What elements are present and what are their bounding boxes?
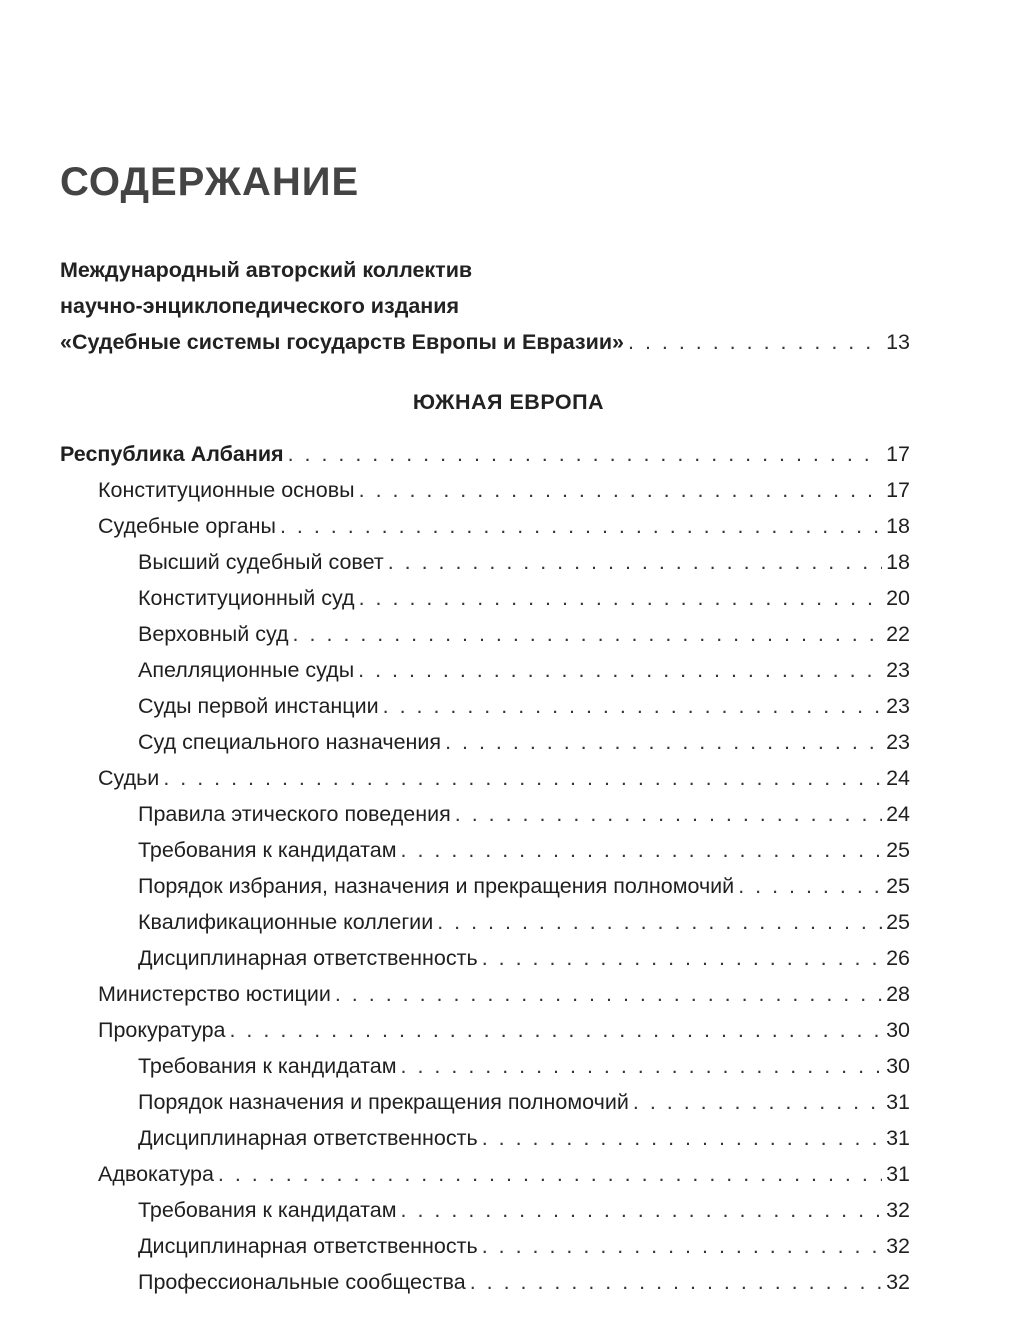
toc-entry-label: Порядок избрания, назначения и прекращения полномочий: [138, 874, 735, 898]
dot-leader: [401, 1048, 883, 1084]
toc-entry-label: Дисциплинарная ответственность: [138, 1234, 478, 1258]
toc-entry[interactable]: [60, 580, 910, 616]
toc-page-number: 23: [886, 694, 910, 718]
toc-entry-label: Судьи: [98, 766, 160, 790]
toc-page-number: 13: [886, 330, 910, 354]
dot-leader: [163, 760, 882, 796]
toc-entry-label: Конституционный суд: [138, 586, 355, 610]
toc-entry[interactable]: [60, 976, 910, 1012]
toc-entry-label: Дисциплинарная ответственность: [138, 1126, 478, 1150]
dot-leader: [455, 796, 882, 832]
toc-page-number: 32: [886, 1198, 910, 1222]
dot-leader: [359, 580, 882, 616]
toc-entry[interactable]: [60, 436, 910, 472]
toc-entry-label: Суды первой инстанции: [138, 694, 379, 718]
dot-leader: [437, 904, 882, 940]
toc-entry[interactable]: [60, 1084, 910, 1120]
toc-page-number: 23: [886, 730, 910, 754]
toc-entry-label: Правила этического поведения: [138, 802, 451, 826]
toc-entry[interactable]: [60, 508, 910, 544]
toc-entry-label: Профессиональные сообщества: [138, 1270, 466, 1294]
toc-page-number: 17: [886, 478, 910, 502]
authors-line: научно-энциклопедического издания: [60, 294, 460, 318]
dot-leader: [482, 1228, 882, 1264]
dot-leader: [388, 544, 882, 580]
authors-line: Международный авторский коллектив: [60, 258, 473, 282]
dot-leader: [288, 436, 883, 472]
toc-page-number: 24: [886, 802, 910, 826]
authors-block: [60, 252, 910, 360]
toc-entry-label: Конституционные основы: [98, 478, 355, 502]
toc-page-number: 17: [886, 442, 910, 466]
toc-page-number: 24: [886, 766, 910, 790]
toc-entry[interactable]: [60, 1156, 910, 1192]
toc-list: [60, 436, 910, 1300]
toc-entry-label: Суд специального назначения: [138, 730, 442, 754]
toc-page-number: 18: [886, 550, 910, 574]
toc-entry-label: Министерство юстиции: [98, 982, 331, 1006]
dot-leader: [383, 688, 882, 724]
toc-entry[interactable]: [60, 940, 910, 976]
toc-entry[interactable]: [60, 652, 910, 688]
toc-page-number: 30: [886, 1018, 910, 1042]
toc-entry[interactable]: [60, 1048, 910, 1084]
toc-page-number: 23: [886, 658, 910, 682]
toc-entry[interactable]: [60, 1120, 910, 1156]
toc-page-number: 25: [886, 838, 910, 862]
dot-leader: [401, 1192, 883, 1228]
dot-leader: [482, 940, 882, 976]
toc-entry-label: Судебные органы: [98, 514, 276, 538]
toc-page-number: 30: [886, 1054, 910, 1078]
toc-entry[interactable]: [60, 1192, 910, 1228]
toc-entry-label: Дисциплинарная ответственность: [138, 946, 478, 970]
toc-page-number: 28: [886, 982, 910, 1006]
toc-page-number: 25: [886, 910, 910, 934]
toc-page-number: 22: [886, 622, 910, 646]
toc-entry-label: Высший судебный совет: [138, 550, 384, 574]
toc-page-number: 31: [886, 1126, 910, 1150]
toc-page-number: 31: [886, 1162, 910, 1186]
toc-entry-authors[interactable]: [60, 324, 910, 360]
toc-page-number: 18: [886, 514, 910, 538]
toc-entry[interactable]: [60, 904, 910, 940]
toc-entry-label: Порядок назначения и прекращения полномочий: [138, 1090, 629, 1114]
dot-leader: [280, 508, 882, 544]
toc-entry-label: Прокуратура: [98, 1018, 226, 1042]
toc-entry[interactable]: [60, 472, 910, 508]
toc-page-number: 32: [886, 1270, 910, 1294]
toc-entry-label: Требования к кандидатам: [138, 1054, 397, 1078]
toc-entry[interactable]: [60, 544, 910, 580]
toc-entry[interactable]: [60, 1228, 910, 1264]
toc-entry-label: Апелляционные суды: [138, 658, 355, 682]
toc-entry-label: Адвокатура: [98, 1162, 214, 1186]
toc-entry-label: Квалификационные коллегии: [138, 910, 434, 934]
toc-entry-label: Требования к кандидатам: [138, 1198, 397, 1222]
dot-leader: [358, 652, 882, 688]
toc-page-number: 25: [886, 874, 910, 898]
toc-page-number: 26: [886, 946, 910, 970]
toc-page-number: 32: [886, 1234, 910, 1258]
toc-page-number: 20: [886, 586, 910, 610]
toc-entry[interactable]: [60, 796, 910, 832]
toc-entry[interactable]: [60, 868, 910, 904]
dot-leader: [738, 868, 882, 904]
toc-entry[interactable]: [60, 1264, 910, 1300]
page-title: СОДЕРЖАНИЕ: [60, 160, 360, 204]
dot-leader: [470, 1264, 882, 1300]
toc-entry[interactable]: [60, 688, 910, 724]
dot-leader: [633, 1084, 882, 1120]
toc-entry-label: Требования к кандидатам: [138, 838, 397, 862]
toc-entry-label: Республика Албания: [60, 442, 284, 466]
dot-leader: [628, 324, 882, 360]
toc-entry[interactable]: [60, 1012, 910, 1048]
dot-leader: [335, 976, 882, 1012]
toc-page-number: 31: [886, 1090, 910, 1114]
section-heading: ЮЖНАЯ ЕВРОПА: [412, 390, 605, 414]
dot-leader: [359, 472, 882, 508]
toc-entry[interactable]: [60, 724, 910, 760]
dot-leader: [482, 1120, 882, 1156]
dot-leader: [218, 1156, 882, 1192]
toc-entry[interactable]: [60, 616, 910, 652]
dot-leader: [293, 616, 883, 652]
toc-entry[interactable]: [60, 832, 910, 868]
dot-leader: [401, 832, 883, 868]
dot-leader: [229, 1012, 882, 1048]
toc-entry[interactable]: [60, 760, 910, 796]
dot-leader: [445, 724, 882, 760]
toc-entry-label: «Судебные системы государств Европы и Евразии»: [60, 330, 624, 354]
toc-entry-label: Верховный суд: [138, 622, 289, 646]
